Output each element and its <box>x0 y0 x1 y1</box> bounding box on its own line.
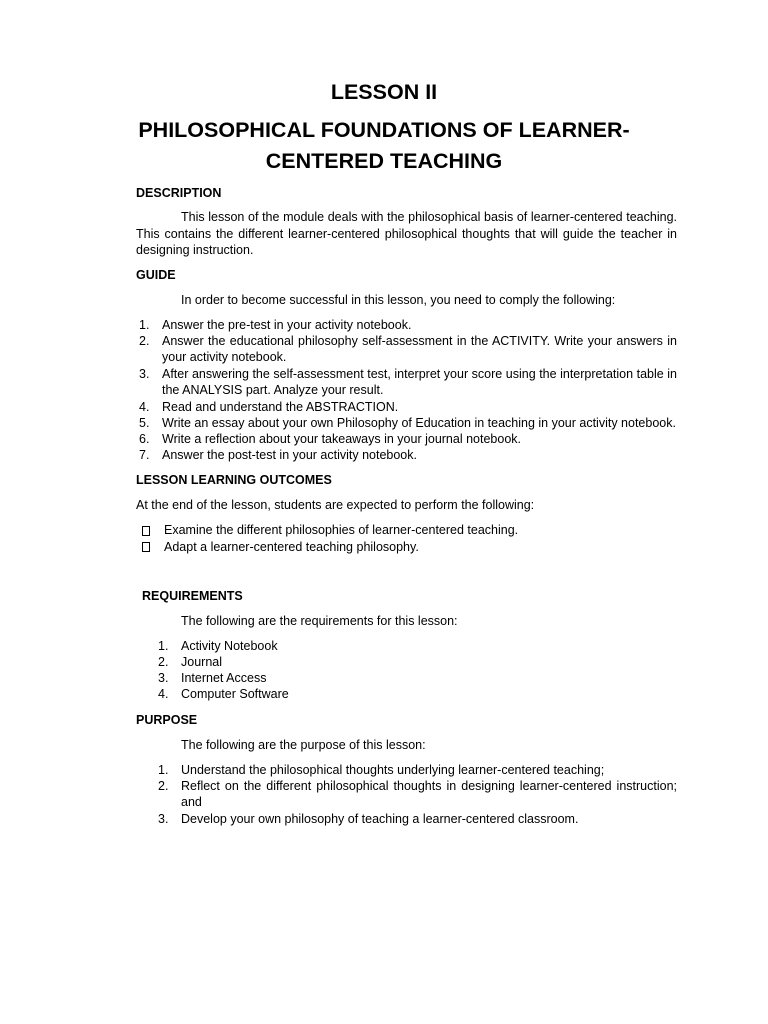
checkbox-bullet-icon <box>142 526 150 536</box>
guide-heading: GUIDE <box>136 268 176 282</box>
purpose-number: 1. <box>158 763 169 777</box>
outcome-item: Examine the different philosophies of learner-centered teaching. <box>164 523 519 537</box>
purpose-number: 2. <box>158 779 169 793</box>
purpose-item: Develop your own philosophy of teaching a learner-centered classroom. <box>181 812 579 826</box>
purpose-heading: PURPOSE <box>136 713 198 727</box>
requirements-heading: REQUIREMENTS <box>142 589 243 603</box>
guide-intro: In order to become successful in this lesson, you need to comply the following: <box>181 293 616 307</box>
guide-item-text: After answering the self-assessment test, interpret your score using the interpretation table in <box>162 367 677 381</box>
guide-item-text: Answer the educational philosophy self-assessment in the ACTIVITY. Write your answers in <box>162 334 677 348</box>
guide-item-text: Write an essay about your own Philosophy of Education in teaching in your activity notebook. <box>162 416 676 430</box>
guide-item-text: your activity notebook. <box>162 350 287 364</box>
requirements-intro: The following are the requirements for this lesson: <box>181 614 458 628</box>
requirement-number: 1. <box>158 639 169 653</box>
guide-item-number: 5. <box>139 416 150 430</box>
requirement-number: 3. <box>158 671 169 685</box>
purpose-intro: The following are the purpose of this lesson: <box>181 738 426 752</box>
guide-item-text: the ANALYSIS part. Analyze your result. <box>162 383 384 397</box>
description-line-1: This lesson of the module deals with the philosophical basis of learner-centered teaching. <box>181 210 677 224</box>
guide-item-number: 4. <box>139 400 150 414</box>
main-title-line-2: CENTERED TEACHING <box>265 149 503 173</box>
outcomes-heading: LESSON LEARNING OUTCOMES <box>136 473 332 487</box>
description-heading: DESCRIPTION <box>136 186 222 200</box>
guide-item-number: 1. <box>139 318 150 332</box>
guide-item-text: Answer the post-test in your activity notebook. <box>162 448 417 462</box>
outcomes-intro: At the end of the lesson, students are expected to perform the following: <box>136 498 535 512</box>
description-line-2: This contains the different learner-centered philosophical thoughts that will guide the teacher in <box>136 227 677 241</box>
guide-item-text: Answer the pre-test in your activity notebook. <box>162 318 412 332</box>
outcome-item: Adapt a learner-centered teaching philosophy. <box>164 540 419 554</box>
lesson-title: LESSON II <box>330 80 438 104</box>
requirement-number: 2. <box>158 655 169 669</box>
requirement-number: 4. <box>158 687 169 701</box>
requirement-item: Internet Access <box>181 671 267 685</box>
requirement-item: Computer Software <box>181 687 289 701</box>
guide-item-number: 7. <box>139 448 150 462</box>
guide-item-number: 3. <box>139 367 150 381</box>
requirement-item: Journal <box>181 655 222 669</box>
description-line-3: designing instruction. <box>136 243 254 257</box>
guide-item-number: 2. <box>139 334 150 348</box>
guide-item-number: 6. <box>139 432 150 446</box>
purpose-item: Reflect on the different philosophical thoughts in designing learner-centered instruction; <box>181 779 677 793</box>
guide-item-text: Write a reflection about your takeaways in your journal notebook. <box>162 432 521 446</box>
main-title-line-1: PHILOSOPHICAL FOUNDATIONS OF LEARNER- <box>138 118 630 142</box>
purpose-number: 3. <box>158 812 169 826</box>
purpose-item: Understand the philosophical thoughts underlying learner-centered teaching; <box>181 763 605 777</box>
purpose-item: and <box>181 795 202 809</box>
checkbox-bullet-icon <box>142 542 150 552</box>
guide-item-text: Read and understand the ABSTRACTION. <box>162 400 399 414</box>
requirement-item: Activity Notebook <box>181 639 278 653</box>
